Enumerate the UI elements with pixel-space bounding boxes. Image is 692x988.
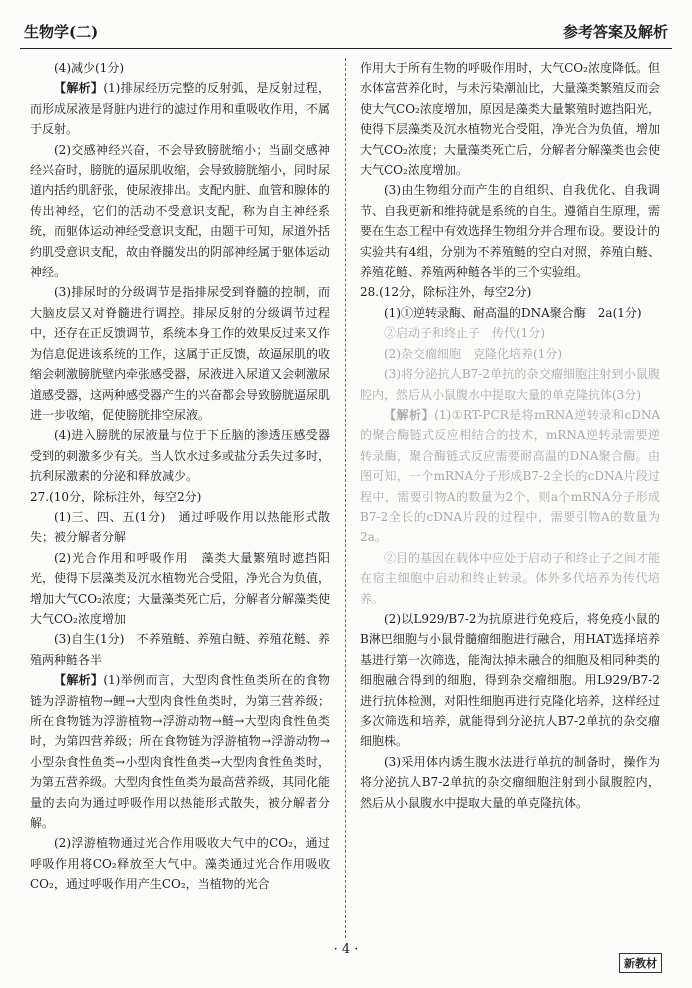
page-header <box>24 14 668 48</box>
subject-title: 生物学(二) <box>24 22 99 41</box>
paragraph-text: (2)浮游植物通过光合作用吸收大气中的CO₂，通过呼吸作用将CO₂释放至大气中。藻类通过光合作用吸收CO₂，通过呼吸作用产生CO₂，当植物的光合 <box>30 836 330 892</box>
analysis-tag: 【解析】 <box>384 407 435 422</box>
left-paragraph <box>30 140 330 283</box>
paragraph-text: 作用大于所有生物的呼吸作用时，大气CO₂浓度降低。但水体富营养化时，与未污染潮汕比，大量藻类繁殖反而会使大气CO₂浓度增加，原因是藻类大量繁殖时遮挡阳光，使得下层藻类及沉水植物光合受阻，净光合为负值，增加大气CO₂浓度；大量藻类死亡后，分解者分解藻类也会使大气CO₂浓度增加。 <box>360 61 660 178</box>
paragraph-text: (2)光合作用和呼吸作用 藻类大量繁殖时遮挡阳光，使得下层藻类及沉水植物光合受阻，净光合为负值，增加大气CO₂浓度；大量藻类死亡后，分解者分解藻类使大气CO₂浓度增加 <box>30 550 330 626</box>
left-paragraph <box>30 670 330 833</box>
right-paragraph <box>360 303 660 323</box>
right-paragraph <box>360 344 660 364</box>
paragraph-text: (2)以L929/B7-2为抗原进行免疫后，将免疫小鼠的B淋巴细胞与小鼠骨髓瘤细胞进行融合，用HAT选择培养基进行第一次筛选，能淘汰掉未融合的细胞及相同种类的细胞融合得到的细胞，得到杂交瘤细胞。用L929/B7-2进行抗体检测，对阳性细胞再进行克隆化培养，这样经过多次筛选和培养，就能得到分泌抗人B7-2单抗的杂交瘤细胞株。 <box>360 611 660 749</box>
header-rule <box>20 48 672 49</box>
right-paragraph <box>360 548 660 609</box>
paragraph-text: (3)由生物组分而产生的自组织、自我优化、自我调节、自我更新和维持就是系统的自生。遵循自生原理，需要在生态工程中有效选择生物组分并合理布设。要设计的实验共有4组，分别为不养殖鲢的空白对照，养殖白鲢、养殖花鲢、养殖两种鲢各半的三个实验组。 <box>360 183 660 280</box>
right-paragraph <box>360 752 660 813</box>
paragraph-text: (2)交感神经兴奋，不会导致膀胱缩小；当副交感神经兴奋时，膀胱的逼尿肌收缩，会导致膀胱缩小，同时尿道内括约肌舒张，使尿液排出。支配内脏、血管和腺体的传出神经，它们的活动不受意识支配，称为自主神经系统，而躯体运动神经受意识支配，由题干可知，尿道外括约肌受意识支配，故由脊髓发出的阴部神经属于躯体运动神经。 <box>30 142 330 280</box>
left-paragraph <box>30 425 330 486</box>
paragraph-text: (3)采用体内诱生腹水法进行单抗的制备时，操作为将分泌抗人B7-2单抗的杂交瘤细胞注射到小鼠腹腔内，然后从小鼠腹水中提取大量的单克隆抗体。 <box>360 754 660 810</box>
paragraph-text: (1)排尿经历完整的反射弧，是反射过程，而形成尿液是肾脏内进行的滤过作用和重吸收作用，不属于反射。 <box>30 81 330 137</box>
left-paragraph <box>30 78 330 139</box>
right-column <box>360 58 660 906</box>
right-paragraph <box>360 282 660 302</box>
right-paragraph <box>360 609 660 752</box>
paragraph-text: (4)减少(1分) <box>54 61 124 75</box>
analysis-tag: 【解析】 <box>54 81 104 96</box>
paragraph-text: (1)①逆转录酶、耐高温的DNA聚合酶 2a(1分) <box>384 305 642 320</box>
edition-badge: 新教材 <box>619 953 662 973</box>
paragraph-text: (3)排尿时的分级调节是指排尿受到脊髓的控制，而大脑皮层又对脊髓进行调控。排尿反射的分级调节过程中，还存在正反馈调节，系统本身工作的效果反过来又作为信息促进该系统的工作，这属于正反馈，故逼尿肌的收缩会刺激膀胱壁内牵张感受器，尿液进入尿道又会刺激尿道感受器，这两种感受器产生的兴奋都会导致膀胱逼尿肌进一步收缩，促使膀胱排空尿液。 <box>30 285 330 422</box>
left-paragraph <box>30 833 330 894</box>
left-column <box>30 58 330 938</box>
paragraph-text: ②启动子和终止子 传代(1分) <box>384 326 545 341</box>
page-number: · 4 · <box>333 942 359 957</box>
paragraph-text: (1)三、四、五(1分) 通过呼吸作用以热能形式散失；被分解者分解 <box>30 509 330 545</box>
left-paragraph <box>30 282 330 425</box>
left-paragraph <box>30 487 330 507</box>
right-paragraph <box>360 364 660 405</box>
right-paragraph <box>360 58 660 180</box>
column-divider <box>345 58 346 938</box>
left-paragraph <box>30 507 330 548</box>
paragraph-text: (1)①RT-PCR是将mRNA逆转录和cDNA的聚合酶链式反应相结合的技术，mRNA逆转录需要逆转录酶，聚合酶链式反应需要耐高温的DNA聚合酶。由图可知，一个mRNA分子形成B7-2全长的cDNA片段过程中，需要引物A的数量为2个，则a个mRNA分子形成B7-2全长的cDNA片段的过程中，需要引物A的数量为2a。 <box>360 407 660 545</box>
right-paragraph <box>360 405 660 548</box>
paragraph-text: (4)进入膀胱的尿液量与位于下丘脑的渗透压感受器受到的刺激多少有关。当人饮水过多或盐分丢失过多时，抗利尿激素的分泌和释放减少。 <box>30 428 330 484</box>
left-paragraph <box>30 58 330 78</box>
left-paragraph <box>30 548 330 630</box>
paragraph-text: 27.(10分，除标注外，每空2分) <box>30 489 202 504</box>
section-title: 参考答案及解析 <box>562 22 668 41</box>
left-paragraph <box>30 629 330 670</box>
paragraph-text: (3)将分泌抗人B7-2单抗的杂交瘤细胞注射到小鼠腹腔内，然后从小鼠腹水中提取大量的单克隆抗体(3分) <box>360 367 660 402</box>
paragraph-text: (3)自生(1分) 不养殖鲢、养殖白鲢、养殖花鲢、养殖两种鲢各半 <box>30 632 330 667</box>
right-paragraph <box>360 180 660 282</box>
paragraph-text: (1)举例而言，大型肉食性鱼类所在的食物链为浮游植物→鲤→大型肉食性鱼类时，为第三营养级；所在食物链为浮游植物→浮游动物→鲢→大型肉食性鱼类时，为第四营养级；所在食物链为浮游植物→浮游动物→小型杂食性鱼类→小型肉食性鱼类→大型肉食性鱼类时，为第五营养级。大型肉食性鱼类为最高营养级，其同化能量的去向为通过呼吸作用以热能形式散失，被分解者分解。 <box>30 673 330 831</box>
right-paragraph <box>360 323 660 343</box>
analysis-tag: 【解析】 <box>54 673 104 688</box>
paragraph-text: ②目的基因在载体中应处于启动子和终止子之间才能在宿主细胞中启动和终止转录。体外多代培养为传代培养。 <box>360 550 660 606</box>
paragraph-text: 28.(12分，除标注外，每空2分) <box>360 285 532 300</box>
paragraph-text: (2)杂交瘤细胞 克隆化培养(1分) <box>384 346 562 361</box>
